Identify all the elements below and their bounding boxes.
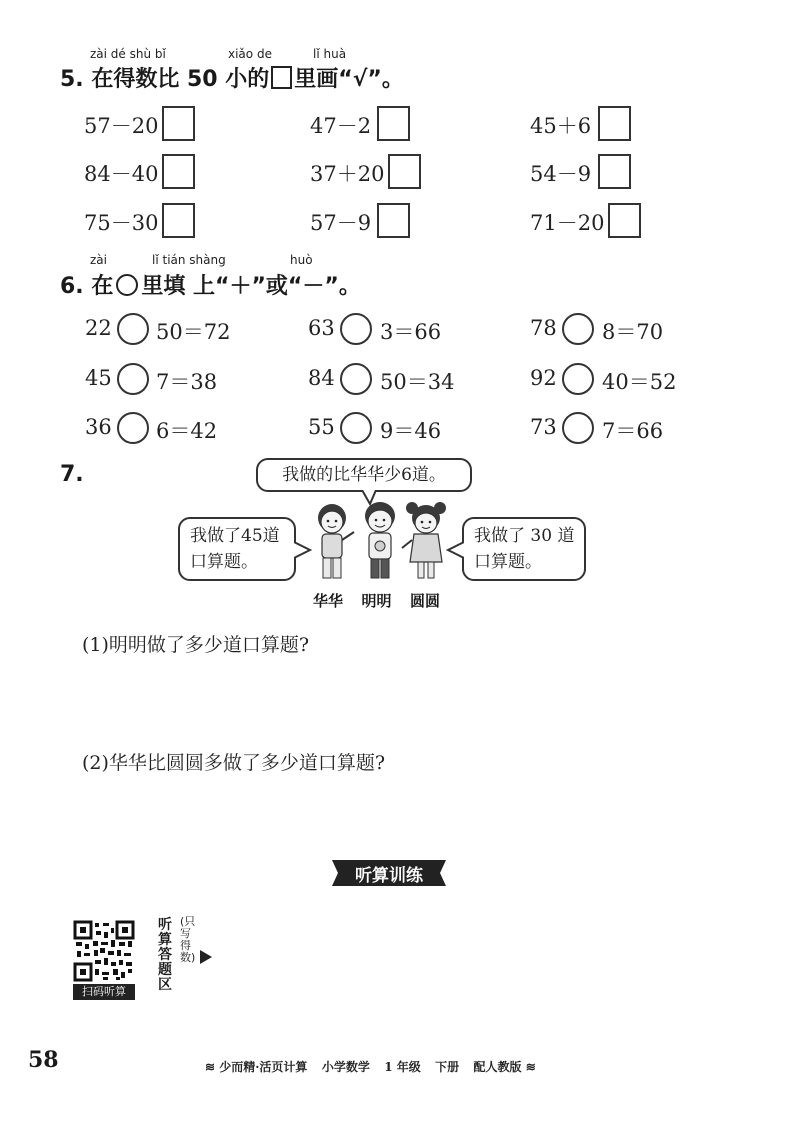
speech-bubble-top	[256, 458, 472, 492]
arrow-right-icon	[200, 950, 212, 964]
expression: 47－2	[310, 114, 372, 138]
character-name: 华华	[313, 592, 344, 610]
character-name: 圆圆	[409, 592, 440, 610]
sub-question-2: (2)华华比圆圆多做了多少道口算题?	[82, 752, 386, 774]
expression: 57－9	[310, 211, 372, 235]
bubble-text: 口算题。	[190, 552, 258, 572]
expression: 75－30	[84, 211, 159, 235]
question-text: 里画“√”。	[294, 67, 404, 92]
pinyin: lǐ huà	[313, 47, 347, 61]
expression-rest: 7＝38	[156, 370, 218, 394]
answer-circle[interactable]	[562, 313, 594, 345]
question-number: 7.	[60, 462, 84, 487]
answer-box[interactable]	[162, 106, 195, 141]
expression-rest: 7＝66	[602, 419, 664, 443]
question-text: 在	[91, 274, 114, 299]
expression-rest: 9＝46	[380, 419, 442, 443]
question-number: 6.	[60, 274, 84, 299]
edition: 配人教版	[473, 1060, 522, 1074]
question-6-title	[60, 269, 361, 300]
operand: 78	[530, 316, 557, 340]
qr-code-icon[interactable]	[73, 920, 135, 982]
banner-text: 听算训练	[355, 866, 423, 886]
answer-area-label: 听算答题区	[158, 917, 172, 993]
boy-figure-icon	[365, 502, 395, 578]
answer-box[interactable]	[162, 203, 195, 238]
answer-circle[interactable]	[340, 412, 372, 444]
answer-box[interactable]	[388, 154, 421, 189]
answer-area-note: (只写得数)	[180, 915, 196, 964]
answer-box[interactable]	[377, 106, 410, 141]
question-5-title	[60, 62, 404, 93]
answer-circle[interactable]	[117, 412, 149, 444]
pinyin: xiǎo de	[228, 47, 272, 61]
term: 下册	[435, 1060, 460, 1074]
expression: 71－20	[530, 211, 605, 235]
expression: 57－20	[84, 114, 159, 138]
wave-left-icon: ≋	[205, 1060, 216, 1074]
answer-box[interactable]	[598, 106, 631, 141]
operand: 45	[85, 366, 112, 390]
operand: 73	[530, 415, 557, 439]
pinyin: lǐ tián shàng	[152, 253, 226, 267]
subject: 小学数学	[321, 1060, 370, 1074]
sub-question-1: (1)明明做了多少道口算题?	[82, 634, 310, 656]
answer-box[interactable]	[598, 154, 631, 189]
pinyin: zài dé shù bǐ	[90, 47, 166, 61]
question-text: 在得数比 50 小的	[91, 67, 270, 92]
qr-caption: 扫码听算	[73, 984, 135, 1000]
grade: 1 年级	[384, 1060, 421, 1074]
book-title: 少而精·活页计算	[219, 1060, 308, 1074]
answer-circle-icon	[116, 274, 138, 296]
question-text: 里填 上“＋”或“－”。	[141, 274, 361, 299]
girl-figure-icon	[402, 502, 446, 578]
expression: 37＋20	[310, 162, 385, 186]
pinyin: huò	[290, 253, 313, 267]
boy-figure-icon	[318, 504, 354, 578]
expression-rest: 50＝34	[380, 370, 455, 394]
expression: 54－9	[530, 162, 592, 186]
children-illustration-icon	[308, 496, 458, 588]
expression: 84－40	[84, 162, 159, 186]
answer-circle[interactable]	[340, 363, 372, 395]
operand: 36	[85, 415, 112, 439]
expression-rest: 6＝42	[156, 419, 218, 443]
answer-box[interactable]	[377, 203, 410, 238]
speech-bubble-left	[178, 517, 296, 581]
expression: 45＋6	[530, 114, 592, 138]
answer-box[interactable]	[608, 203, 641, 238]
listening-banner	[326, 858, 452, 888]
expression-rest: 8＝70	[602, 320, 664, 344]
answer-circle[interactable]	[562, 363, 594, 395]
operand: 22	[85, 316, 112, 340]
answer-circle[interactable]	[562, 412, 594, 444]
operand: 63	[308, 316, 335, 340]
character-name: 明明	[361, 592, 392, 610]
expression-rest: 50＝72	[156, 320, 231, 344]
wave-right-icon: ≋	[525, 1060, 536, 1074]
answer-box[interactable]	[162, 154, 195, 189]
bubble-text: 我做了 30 道	[474, 526, 575, 546]
character-names	[313, 590, 440, 611]
answer-circle[interactable]	[117, 363, 149, 395]
bubble-text: 口算题。	[474, 552, 542, 572]
operand: 92	[530, 366, 557, 390]
question-number: 5.	[60, 67, 84, 92]
expression-rest: 40＝52	[602, 370, 677, 394]
page-number: 58	[28, 1047, 59, 1073]
answer-circle[interactable]	[340, 313, 372, 345]
pinyin: zài	[90, 253, 107, 267]
operand: 84	[308, 366, 335, 390]
bubble-text: 我做的比华华少6道。	[282, 465, 446, 485]
expression-rest: 3＝66	[380, 320, 442, 344]
answer-circle[interactable]	[117, 313, 149, 345]
bubble-text: 我做了45道	[190, 526, 280, 546]
speech-bubble-right	[462, 517, 586, 581]
answer-box-icon	[271, 66, 292, 89]
operand: 55	[308, 415, 335, 439]
footer-line	[205, 1058, 536, 1075]
